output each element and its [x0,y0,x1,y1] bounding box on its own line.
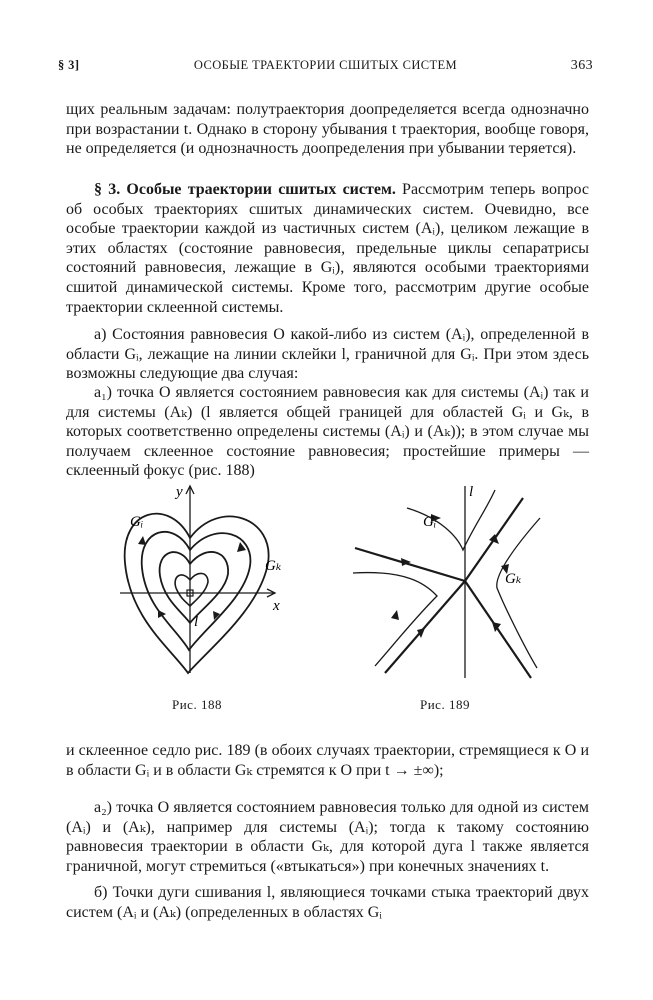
region-gk-label: Gₖ [505,571,522,587]
paragraph-case-b: б) Точки дуги сшивания l, являющиеся точками стыка траекторий двух систем (Aᵢ и (Aₖ) (определенных в областях Gᵢ [66,884,589,921]
separatrix-left [355,548,465,581]
trajectory-right [497,518,540,668]
orbit-arrow [138,536,146,545]
trajectory-arrow [417,628,425,638]
paragraph-section-3 [66,180,589,317]
seam-line-label: l [469,484,474,500]
region-gk-label: Gₖ [265,558,282,574]
region-gi-label: Gᵢ [130,514,144,530]
seam-line-label: l [194,614,199,630]
running-title: ОСОБЫЕ ТРАЕКТОРИИ СШИТЫХ СИСТЕМ [193,58,458,72]
figure-188-caption: Рис. 188 [172,697,222,712]
page-number: 363 [570,58,593,73]
running-header [58,56,593,76]
figure-188-glued-focus [110,478,300,688]
y-axis-label: y [176,484,183,500]
figure-189-glued-saddle [345,478,550,688]
inner-orbit [160,552,229,623]
paragraph-saddle: и склеенное седло рис. 189 (в обоих случаях траектории, стремящиеся к O и в области Gᵢ и в области Gₖ стремятся к O при t → ±∞); [66,742,589,779]
x-axis-label: x [273,598,280,614]
section-body: Рассмотрим теперь вопрос об особых траекториях сшитых динамических систем. Очевидно, все особые траектории каждой из частичных систем (Aᵢ), целиком лежащие в этих областях (состояние равновесия, предельные циклы сепаратрисы состояний равновесия, лежащие в Gᵢ), являются особыми траекториями сшитой динамической системы. Кроме того, рассмотрим другие особые траектории склеенной системы. [66,181,590,316]
trajectory-arrow [391,610,399,620]
paragraph-case-a1: a₁) точка O является состоянием равновесия как для системы (Aᵢ) так и для системы (Aₖ) (l является общей границей для областей Gᵢ и Gₖ, в которых соответственно определены системы (Aᵢ) и (Aₖ)); в этом случае мы получаем склеенное состояние равновесия; простейшие примеры — склеенный фокус (рис. 188) [66,384,589,480]
middle-orbit [142,532,251,650]
trajectory-left [353,573,437,666]
region-gi-label: Gᵢ [423,514,437,530]
separatrix-bottom-right [465,581,531,678]
figure-189-caption: Рис. 189 [420,697,470,712]
separatrix-bottom-left [385,581,465,673]
paragraph-continuation: щих реальным задачам: полутраектория доопределяется всегда однозначно при возрастании t. Однако в сторону убывания t траектория, вообще говоря, не определяется (и однозначность доопределения при убывании теряется). [66,101,589,158]
section-number: § 3] [58,58,80,72]
trajectory-top [407,490,495,550]
section-heading: § 3. Особые траектории сшитых систем. [94,181,396,198]
paragraph-case-a: а) Состояния равновесия O какой-либо из систем (Aᵢ), определенной в области Gᵢ, лежащие на линии склейки l, граничной для Gᵢ. При этом здесь возможны следующие два случая: [66,326,589,383]
paragraph-case-a2: a₂) точка O является состоянием равновесия только для одной из систем (Aᵢ) и (Aₖ), например для системы (Aᵢ); тогда к такому состоянию равновесия траектории в области Gₖ, для которой дуга l также является граничной, могут стремиться («втыкаться») при конечных значениях t. [66,799,589,875]
